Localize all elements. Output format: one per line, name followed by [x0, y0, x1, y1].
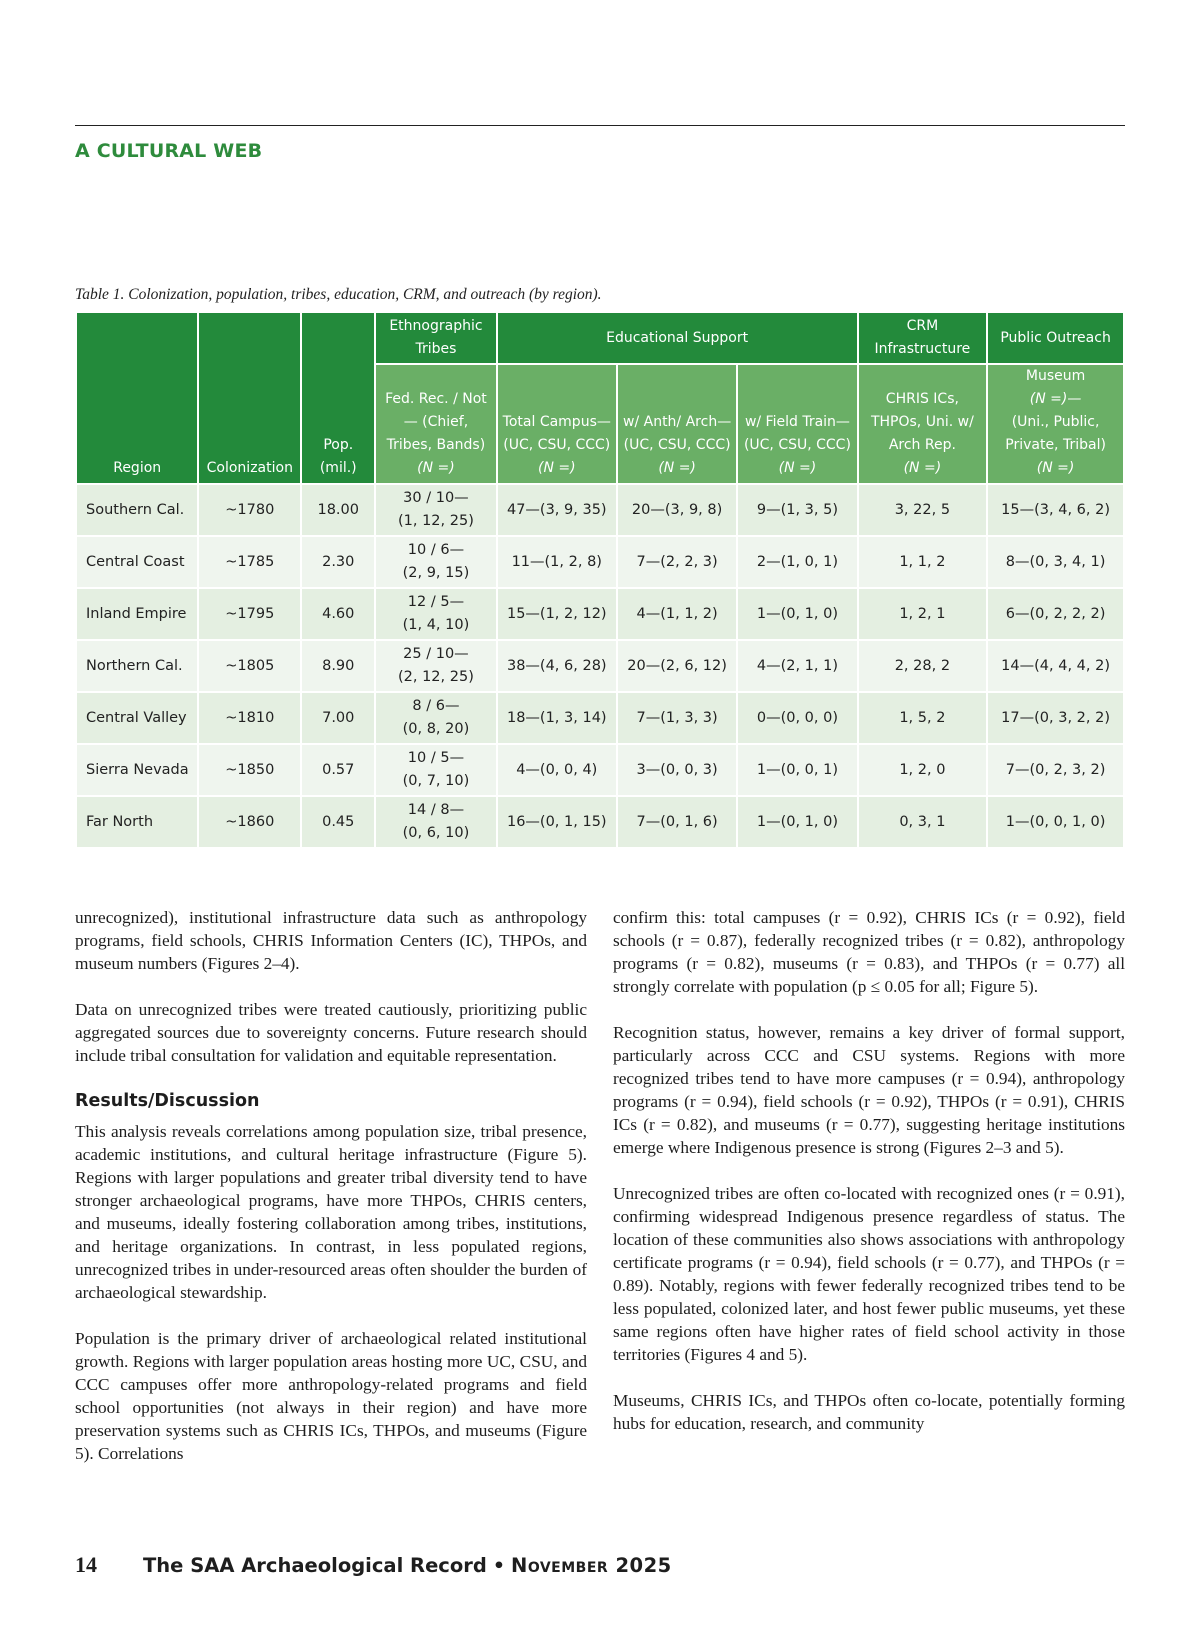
col-header-field-train: w/ Field Train— (UC, CSU, CCC) (N =): [737, 364, 857, 484]
col-header-museum: Museum (N =)— (Uni., Public, Private, Tribal) (N =): [987, 364, 1124, 484]
cell-colonization: ~1795: [198, 588, 301, 640]
paragraph: unrecognized), institutional infrastructure data such as anthropology programs, field schools, CHRIS Information Centers (IC), THPOs, and museum numbers (Figures 2–4).: [75, 908, 587, 973]
page-number: 14: [75, 1552, 97, 1577]
cell-anth-arch: 7—(1, 3, 3): [617, 692, 737, 744]
cell-anth-arch: 20—(3, 9, 8): [617, 484, 737, 536]
cell-field-train: 1—(0, 0, 1): [737, 744, 857, 796]
cell-total-campus: 38—(4, 6, 28): [497, 640, 617, 692]
table-row: [76, 640, 1124, 692]
paragraph: Population is the primary driver of archaeological related institutional growth. Regions with larger population areas hosting more UC, CSU, and CCC campuses offer more anthropology-related programs and field school opportunities (not always in their region) and have more preservation systems such as CHRIS ICs, THPOs, and museums (Figure 5). Correlations: [75, 1329, 587, 1463]
cell-crm: 3, 22, 5: [858, 484, 988, 536]
cell-museum: 8—(0, 3, 4, 1): [987, 536, 1124, 588]
cell-tribes: 8 / 6— (0, 8, 20): [375, 692, 496, 744]
cell-crm: 1, 1, 2: [858, 536, 988, 588]
cell-total-campus: 11—(1, 2, 8): [497, 536, 617, 588]
cell-region: Central Valley: [76, 692, 198, 744]
cell-region: Central Coast: [76, 536, 198, 588]
cell-tribes: 14 / 8— (0, 6, 10): [375, 796, 496, 848]
cell-tribes: 30 / 10— (1, 12, 25): [375, 484, 496, 536]
cell-crm: 2, 28, 2: [858, 640, 988, 692]
cell-pop: 4.60: [301, 588, 375, 640]
issue-date: November 2025: [511, 1554, 672, 1577]
table-caption: Table 1. Colonization, population, tribes, education, CRM, and outreach (by region).: [75, 286, 602, 303]
table-row: [76, 536, 1124, 588]
cell-colonization: ~1810: [198, 692, 301, 744]
group-header-crm: CRM Infrastructure: [858, 312, 988, 364]
cell-region: Southern Cal.: [76, 484, 198, 536]
cell-tribes: 10 / 5— (0, 7, 10): [375, 744, 496, 796]
cell-field-train: 1—(0, 1, 0): [737, 588, 857, 640]
cell-crm: 0, 3, 1: [858, 796, 988, 848]
table-row: [76, 588, 1124, 640]
cell-museum: 15—(3, 4, 6, 2): [987, 484, 1124, 536]
cell-region: Far North: [76, 796, 198, 848]
data-table: [75, 311, 1125, 849]
page-footer: [75, 1552, 672, 1578]
running-head: A CULTURAL WEB: [75, 140, 263, 162]
cell-total-campus: 16—(0, 1, 15): [497, 796, 617, 848]
cell-colonization: ~1850: [198, 744, 301, 796]
cell-total-campus: 18—(1, 3, 14): [497, 692, 617, 744]
table-row: [76, 796, 1124, 848]
section-heading: Results/Discussion: [75, 1091, 260, 1111]
group-header-outreach: Public Outreach: [987, 312, 1124, 364]
cell-region: Inland Empire: [76, 588, 198, 640]
col-header-fed-rec: Fed. Rec. / Not— (Chief, Tribes, Bands) (N =): [375, 364, 496, 484]
cell-pop: 7.00: [301, 692, 375, 744]
separator-dot: •: [492, 1555, 505, 1577]
header-rule: [75, 125, 1125, 126]
cell-field-train: 9—(1, 3, 5): [737, 484, 857, 536]
left-column: [75, 906, 587, 1488]
col-header-chris: CHRIS ICs, THPOs, Uni. w/ Arch Rep. (N =): [858, 364, 988, 484]
cell-museum: 17—(0, 3, 2, 2): [987, 692, 1124, 744]
cell-region: Northern Cal.: [76, 640, 198, 692]
col-header-region: Region: [76, 312, 198, 484]
cell-pop: 0.57: [301, 744, 375, 796]
cell-pop: 0.45: [301, 796, 375, 848]
cell-colonization: ~1860: [198, 796, 301, 848]
table-row: [76, 744, 1124, 796]
cell-colonization: ~1785: [198, 536, 301, 588]
cell-field-train: 0—(0, 0, 0): [737, 692, 857, 744]
right-column: [613, 906, 1125, 1458]
cell-anth-arch: 20—(2, 6, 12): [617, 640, 737, 692]
cell-field-train: 1—(0, 1, 0): [737, 796, 857, 848]
cell-region: Sierra Nevada: [76, 744, 198, 796]
cell-tribes: 12 / 5— (1, 4, 10): [375, 588, 496, 640]
cell-pop: 8.90: [301, 640, 375, 692]
table-row: [76, 692, 1124, 744]
paragraph: Data on unrecognized tribes were treated cautiously, prioritizing public aggregated sources due to sovereignty concerns. Future research should include tribal consultation for validation and equitable representation.: [75, 1000, 587, 1065]
table-row: [76, 484, 1124, 536]
cell-colonization: ~1805: [198, 640, 301, 692]
cell-anth-arch: 4—(1, 1, 2): [617, 588, 737, 640]
cell-crm: 1, 5, 2: [858, 692, 988, 744]
cell-field-train: 4—(2, 1, 1): [737, 640, 857, 692]
col-header-pop: Pop. (mil.): [301, 312, 375, 484]
cell-tribes: 10 / 6— (2, 9, 15): [375, 536, 496, 588]
cell-anth-arch: 7—(0, 1, 6): [617, 796, 737, 848]
cell-total-campus: 15—(1, 2, 12): [497, 588, 617, 640]
cell-crm: 1, 2, 1: [858, 588, 988, 640]
paragraph: Recognition status, however, remains a key driver of formal support, particularly across CCC and CSU systems. Regions with more recognized tribes tend to have more campuses (r = 0.94), anthropology programs (r = 0.94), field schools (r = 0.92), THPOs (r = 0.91), CHRIS ICs (r = 0.82), and museums (r = 0.77), suggesting heritage institutions emerge where Indigenous presence is strong (Figures 2–3 and 5).: [613, 1023, 1125, 1157]
col-header-anth-arch: w/ Anth/ Arch— (UC, CSU, CCC) (N =): [617, 364, 737, 484]
col-header-total-campus: Total Campus— (UC, CSU, CCC) (N =): [497, 364, 617, 484]
cell-total-campus: 47—(3, 9, 35): [497, 484, 617, 536]
group-header-ethnographic: Ethnographic Tribes: [375, 312, 496, 364]
cell-field-train: 2—(1, 0, 1): [737, 536, 857, 588]
cell-tribes: 25 / 10— (2, 12, 25): [375, 640, 496, 692]
cell-museum: 6—(0, 2, 2, 2): [987, 588, 1124, 640]
cell-pop: 18.00: [301, 484, 375, 536]
paragraph: confirm this: total campuses (r = 0.92), CHRIS ICs (r = 0.92), field schools (r = 0.87), federally recognized tribes (r = 0.82), anthropology programs (r = 0.82), museums (r = 0.83), and THPOs (r = 0.77) all strongly correlate with population (p ≤ 0.05 for all; Figure 5).: [613, 908, 1125, 996]
cell-museum: 7—(0, 2, 3, 2): [987, 744, 1124, 796]
cell-crm: 1, 2, 0: [858, 744, 988, 796]
cell-museum: 1—(0, 0, 1, 0): [987, 796, 1124, 848]
cell-total-campus: 4—(0, 0, 4): [497, 744, 617, 796]
cell-pop: 2.30: [301, 536, 375, 588]
group-header-educational: Educational Support: [497, 312, 858, 364]
paragraph: Museums, CHRIS ICs, and THPOs often co-locate, potentially forming hubs for education, research, and community: [613, 1391, 1125, 1433]
cell-museum: 14—(4, 4, 4, 2): [987, 640, 1124, 692]
publication-title: The SAA Archaeological Record: [143, 1554, 487, 1577]
paragraph: This analysis reveals correlations among population size, tribal presence, academic institutions, and cultural heritage infrastructure (Figure 5). Regions with larger populations and greater tribal diversity tend to have stronger archaeological programs, have more THPOs, CHRIS centers, and museums, ideally fostering collaboration among tribes, institutions, and heritage organizations. In contrast, in less populated regions, unrecognized tribes in under-resourced areas often shoulder the burden of archaeological stewardship.: [75, 1122, 587, 1302]
cell-anth-arch: 3—(0, 0, 3): [617, 744, 737, 796]
col-header-colonization: Colonization: [198, 312, 301, 484]
cell-anth-arch: 7—(2, 2, 3): [617, 536, 737, 588]
paragraph: Unrecognized tribes are often co-located with recognized ones (r = 0.91), confirming widespread Indigenous presence regardless of status. The location of these communities also shows associations with anthropology certificate programs (r = 0.94), field schools (r = 0.77), and THPOs (r = 0.89). Notably, regions with fewer federally recognized tribes tend to be less populated, colonized later, and host fewer public museums, yet these same regions often have higher rates of field school activity in those territories (Figures 4 and 5).: [613, 1184, 1125, 1364]
cell-colonization: ~1780: [198, 484, 301, 536]
